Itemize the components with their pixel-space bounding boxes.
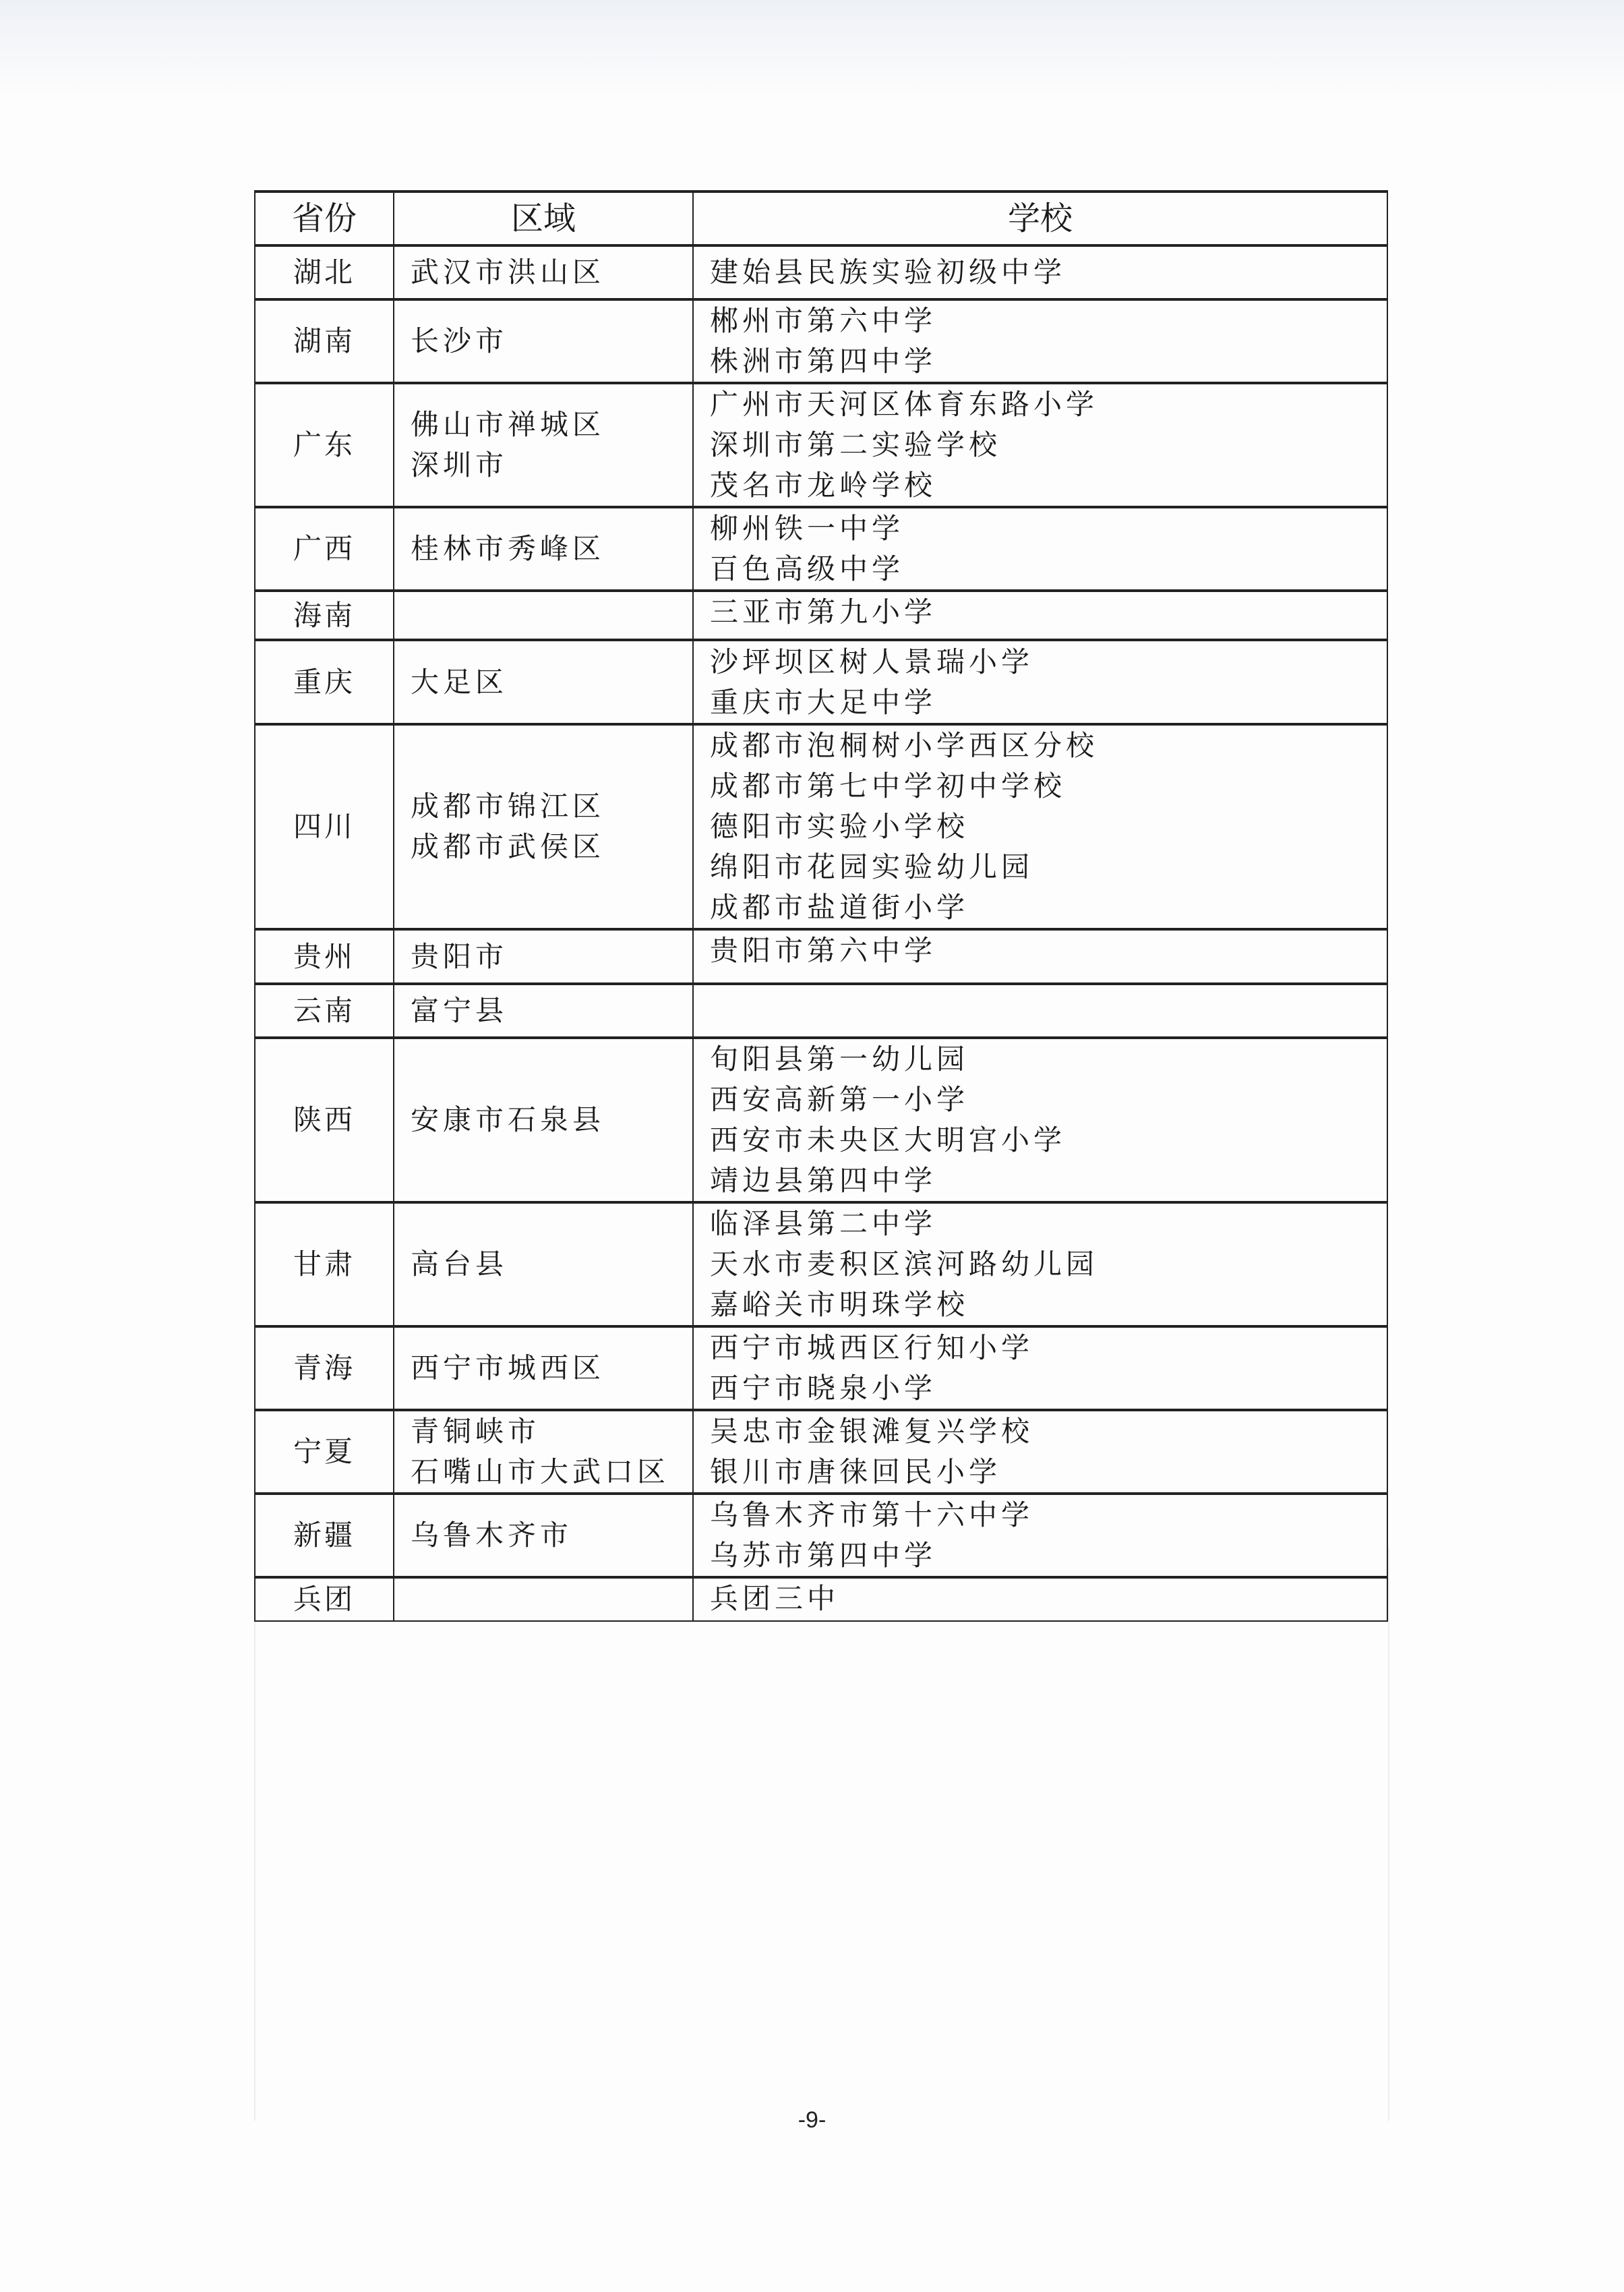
region-cell [394,245,693,299]
bleed-through-artifact [254,1548,1389,2121]
school-cell [693,245,1387,299]
region-name: 成都市锦江区 [411,790,605,823]
header-school: 学校 [693,192,1387,245]
province-cell: 云南 [255,984,394,1038]
province-cell: 广东 [255,383,394,507]
page-number: -9- [798,2107,826,2133]
school-cell [693,640,1387,724]
region-cell [394,507,693,591]
table-row [255,383,1387,507]
school-name: 成都市盐道街小学 [710,891,969,924]
region-cell [394,724,693,929]
table-row [255,507,1387,591]
school-name: 乌鲁木齐市第十六中学 [710,1498,1034,1531]
school-name: 百色高级中学 [710,552,905,585]
province-cell: 宁夏 [255,1410,394,1494]
region-name: 武汉市洪山区 [411,256,605,289]
school-name: 临泽县第二中学 [710,1207,937,1240]
school-name: 西安市未央区大明宫小学 [710,1123,1066,1156]
school-name: 靖边县第四中学 [710,1164,937,1197]
school-name: 西宁市晓泉小学 [710,1372,937,1405]
school-cell [693,984,1387,1038]
header-region: 区域 [394,192,693,245]
school-name: 贵阳市第六中学 [710,934,937,967]
table-row [255,1410,1387,1494]
school-name: 西宁市城西区行知小学 [710,1331,1034,1364]
region-cell [394,1326,693,1410]
province-cell: 陕西 [255,1038,394,1202]
region-cell [394,984,693,1038]
scan-artifact [0,0,1624,94]
table-row [255,1494,1387,1577]
school-cell [693,1577,1387,1621]
region-name: 佛山市禅城区 [411,408,605,441]
school-name: 天水市麦积区滨河路幼儿园 [710,1247,1099,1281]
table-row [255,929,1387,984]
region-name: 西宁市城西区 [411,1351,605,1384]
region-name: 深圳市 [411,448,508,481]
table-row [255,1202,1387,1326]
school-name: 西安高新第一小学 [710,1083,969,1116]
region-cell [394,1494,693,1577]
table-row [255,591,1387,640]
region-name: 乌鲁木齐市 [411,1519,573,1552]
province-cell: 四川 [255,724,394,929]
school-name: 广州市天河区体育东路小学 [710,388,1099,421]
school-name: 柳州铁一中学 [710,512,905,545]
region-cell [394,591,693,640]
province-cell: 青海 [255,1326,394,1410]
province-cell: 甘肃 [255,1202,394,1326]
school-cell [693,724,1387,929]
table-row [255,640,1387,724]
province-cell: 海南 [255,591,394,640]
region-cell [394,1202,693,1326]
region-cell [394,383,693,507]
region-name: 长沙市 [411,324,508,357]
school-name: 绵阳市花园实验幼儿园 [710,850,1034,883]
school-cell [693,591,1387,640]
school-name: 吴忠市金银滩复兴学校 [710,1415,1034,1448]
school-name: 株洲市第四中学 [710,345,937,378]
table-row [255,1326,1387,1410]
table-body [255,245,1387,1621]
table-row [255,724,1387,929]
province-cell: 贵州 [255,929,394,984]
region-name: 桂林市秀峰区 [411,532,605,565]
header-province: 省份 [255,192,394,245]
province-cell: 广西 [255,507,394,591]
region-cell [394,1410,693,1494]
region-name: 高台县 [411,1247,508,1281]
school-name: 乌苏市第四中学 [710,1539,937,1572]
school-name: 旬阳县第一幼儿园 [710,1042,969,1076]
school-cell [693,1202,1387,1326]
region-cell [394,1577,693,1621]
region-name: 成都市武侯区 [411,830,605,863]
school-name: 重庆市大足中学 [710,685,937,719]
table-row [255,1038,1387,1202]
school-cell [693,507,1387,591]
region-cell [394,1038,693,1202]
school-name: 成都市泡桐树小学西区分校 [710,729,1099,762]
school-cell [693,1410,1387,1494]
province-cell: 新疆 [255,1494,394,1577]
school-cell [693,383,1387,507]
school-cell [693,929,1387,984]
school-name: 德阳市实验小学校 [710,810,969,843]
region-name: 石嘴山市大武口区 [411,1455,670,1488]
school-name: 茂名市龙岭学校 [710,469,937,502]
school-name: 嘉峪关市明珠学校 [710,1288,969,1321]
school-name: 建始县民族实验初级中学 [710,256,1066,289]
region-cell [394,299,693,383]
region-name: 大足区 [411,665,508,699]
school-name: 郴州市第六中学 [710,304,937,337]
school-cell [693,1326,1387,1410]
province-cell: 湖南 [255,299,394,383]
region-cell [394,929,693,984]
school-name: 成都市第七中学初中学校 [710,769,1066,802]
table-row [255,1577,1387,1621]
region-cell [394,640,693,724]
school-name: 兵团三中 [710,1582,840,1615]
table-row [255,245,1387,299]
table-row [255,984,1387,1038]
region-name: 安康市石泉县 [411,1103,605,1136]
province-cell: 湖北 [255,245,394,299]
province-cell: 兵团 [255,1577,394,1621]
region-name: 青铜峡市 [411,1415,541,1448]
school-cell [693,299,1387,383]
region-name: 贵阳市 [411,939,508,973]
school-name: 银川市唐徕回民小学 [710,1455,1002,1488]
school-name: 深圳市第二实验学校 [710,428,1002,461]
school-cell [693,1494,1387,1577]
school-name: 沙坪坝区树人景瑞小学 [710,645,1034,678]
school-cell [693,1038,1387,1202]
province-cell: 重庆 [255,640,394,724]
table-header-row [255,192,1387,245]
school-name: 三亚市第九小学 [710,595,937,628]
schools-table [254,190,1388,1622]
table-row [255,299,1387,383]
region-name: 富宁县 [411,994,508,1027]
